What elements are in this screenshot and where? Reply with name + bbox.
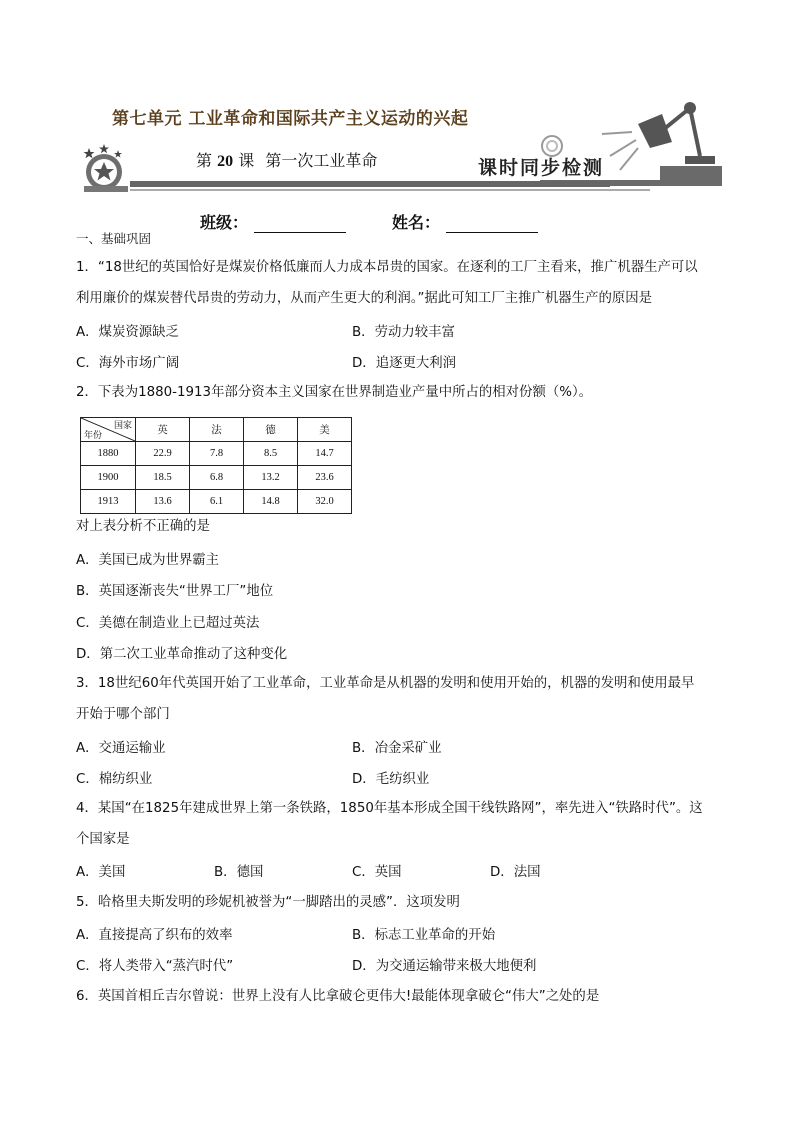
table-cell: 6.8 (190, 466, 244, 490)
table-column-header: 美 (298, 418, 352, 442)
question-2-option-a[interactable]: A．美国已成为世界霸主 (76, 553, 220, 568)
table-cell: 22.9 (136, 442, 190, 466)
table-column-header: 德 (244, 418, 298, 442)
question-2-stem: 对上表分析不正确的是 (76, 519, 210, 534)
table-cell: 14.7 (298, 442, 352, 466)
table-row (81, 442, 352, 466)
class-blank[interactable] (254, 216, 346, 233)
table-cell: 18.5 (136, 466, 190, 490)
star-badge-icon (78, 142, 134, 194)
table-year-cell: 1913 (81, 490, 136, 514)
question-4-line-1: 4．某国“在1825年建成世界上第一条铁路，1850年基本形成全国干线铁路网”，率先进入“铁路时代”。这 (76, 801, 703, 816)
question-3-option-d[interactable]: D．毛纺织业 (352, 772, 430, 787)
section-title: 一、基础巩固 (76, 231, 152, 246)
table-column-header: 英 (136, 418, 190, 442)
table-cell: 23.6 (298, 466, 352, 490)
table-cell: 13.2 (244, 466, 298, 490)
table-cell: 6.1 (190, 490, 244, 514)
question-1-option-d[interactable]: D．追逐更大利润 (352, 356, 457, 371)
table-corner-top: 国家 (113, 420, 132, 430)
banner-stripe (130, 181, 610, 187)
table-cell: 8.5 (244, 442, 298, 466)
unit-title: 第七单元 工业革命和国际共产主义运动的兴起 (112, 109, 469, 129)
question-1-option-c[interactable]: C．海外市场广阔 (76, 356, 180, 371)
question-1-option-b[interactable]: B．劳动力较丰富 (352, 325, 455, 340)
question-1-option-a[interactable]: A．煤炭资源缺乏 (76, 325, 179, 340)
question-3-option-b[interactable]: B．冶金采矿业 (352, 741, 442, 756)
class-field[interactable] (200, 210, 346, 233)
question-2-option-b[interactable]: B．英国逐渐丧失“世界工厂”地位 (76, 584, 274, 599)
question-5-option-a[interactable]: A．直接提高了织布的效率 (76, 928, 233, 943)
question-2-line-1: 2．下表为1880-1913年部分资本主义国家在世界制造业产量中所占的相对份额（%）。 (76, 385, 593, 400)
banner-text: 课时同步检测 (478, 157, 605, 179)
question-5-option-b[interactable]: B．标志工业革命的开始 (352, 928, 496, 943)
question-2-option-d[interactable]: D．第二次工业革命推动了这种变化 (76, 647, 288, 662)
question-1-line-1: 1．“18世纪的英国恰好是煤炭价格低廉而人力成本昂贵的国家。在逐利的工厂主看来，推广机器生产可以 (76, 260, 698, 275)
question-3-option-c[interactable]: C．棉纺织业 (76, 772, 153, 787)
lesson-number: 20 (217, 153, 234, 170)
table-corner-bottom: 年份 (84, 430, 103, 440)
banner-stripe-thin (130, 189, 650, 191)
table-column-header: 法 (190, 418, 244, 442)
lesson-title (196, 148, 377, 171)
class-label: 班级： (200, 213, 249, 232)
table-row (81, 466, 352, 490)
table-row (81, 490, 352, 514)
table-header-row (81, 418, 352, 442)
lesson-number-suffix: 课 (238, 151, 255, 170)
lesson-number-prefix: 第 (196, 151, 213, 170)
question-4-option-a[interactable]: A．美国 (76, 865, 126, 880)
question-5-option-c[interactable]: C．将人类带入“蒸汽时代” (76, 959, 234, 974)
table-cell: 32.0 (298, 490, 352, 514)
question-5-line-1: 5．哈格里夫斯发明的珍妮机被誉为“一脚踏出的灵感”．这项发明 (76, 895, 460, 910)
question-4-option-d[interactable]: D．法国 (490, 865, 541, 880)
table-cell: 14.8 (244, 490, 298, 514)
table-year-cell: 1900 (81, 466, 136, 490)
name-field[interactable] (392, 210, 538, 233)
name-blank[interactable] (446, 216, 538, 233)
question-4-option-c[interactable]: C．英国 (352, 865, 402, 880)
question-6-line-1: 6．英国首相丘吉尔曾说：世界上没有人比拿破仑更伟大!最能体现拿破仑“伟大”之处的是 (76, 989, 600, 1004)
question-3-line-1: 3．18世纪60年代英国开始了工业革命，工业革命是从机器的发明和使用开始的，机器的发明和使用最早 (76, 676, 695, 691)
lesson-name: 第一次工业革命 (265, 151, 378, 170)
table-cell: 13.6 (136, 490, 190, 514)
table-cell: 7.8 (190, 442, 244, 466)
question-3-option-a[interactable]: A．交通运输业 (76, 741, 166, 756)
name-label: 姓名： (392, 213, 441, 232)
table-year-cell: 1880 (81, 442, 136, 466)
question-5-option-d[interactable]: D．为交通运输带来极大地便利 (352, 959, 537, 974)
question-4-line-2: 个国家是 (76, 832, 130, 847)
question-4-option-b[interactable]: B．德国 (214, 865, 264, 880)
question-2-option-c[interactable]: C．美德在制造业上已超过英法 (76, 616, 260, 631)
question-1-line-2: 利用廉价的煤炭替代昂贵的劳动力，从而产生更大的利润。”据此可知工厂主推广机器生产的原因是 (76, 291, 653, 306)
table-corner-cell (81, 418, 136, 442)
share-table (80, 417, 352, 514)
question-3-line-2: 开始于哪个部门 (76, 707, 170, 722)
